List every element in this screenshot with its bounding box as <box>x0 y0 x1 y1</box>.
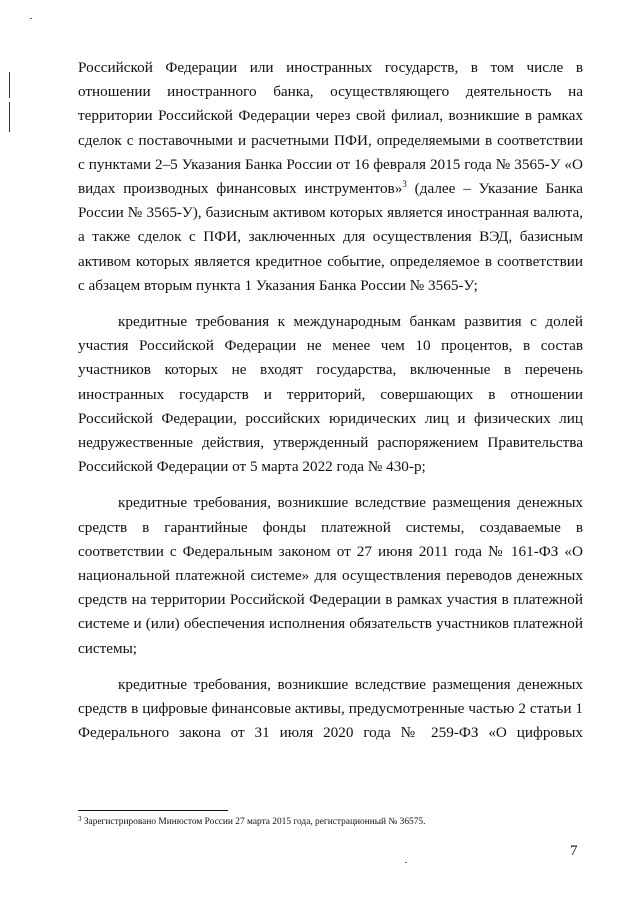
paragraph-guarantee-funds: кредитные требования, возникшие вследствие размещения денежных средств в гарантийные фонды платежной системы, создаваемые в соответствии с Федеральным законом от 27 июня 2011 года № 161-ФЗ «О национальной платежной системе» для осуществления переводов денежных средств на территории Российской Федерации в рамках участия в платежной системе и (или) обеспечения исполнения обязательств участников платежной системы; <box>78 494 583 657</box>
paragraph-development-banks: кредитные требования к международным банкам развития с долей участия Российской Федерации не менее чем 10 процентов, в состав участников которых не входят государства, включенные в перечень иностранных государств и территорий, совершающих в отношении Российской Федерации, российских юридических лиц и физических лиц недружественные действия, утвержденный распоряжением Правительства Российской Федерации от 5 марта 2022 года № 430-р; <box>78 313 583 476</box>
paragraph-continued <box>78 56 583 298</box>
footnote-mark: 3 <box>78 815 82 823</box>
paragraph-digital-assets: кредитные требования, возникшие вследствие размещения денежных средств в цифровые финансовые активы, предусмотренные частью 2 статьи 1 Федерального закона от 31 июля 2020 года № 259-ФЗ «О цифровых <box>78 675 583 742</box>
footnote-text: Зарегистрировано Минюстом России 27 марта 2015 года, регистрационный № 36575. <box>81 817 426 827</box>
margin-mark <box>9 72 10 98</box>
page-number: 7 <box>570 843 578 859</box>
paragraph-text-after: (далее – Указание Банка России № 3565-У), базисным активом которых является иностранная валюта, а также сделок с ПФИ, заключенных для осуществления ВЭД, базисным активом которых является кредитное событие, определяемое в соответствии с абзацем вторым пункта 1 Указания Банка России № 3565-У; <box>78 180 583 294</box>
body-text <box>78 56 583 745</box>
margin-mark <box>9 102 10 132</box>
paragraph-text: Российской Федерации или иностранных государств, в том числе в отношении иностранного банка, осуществляющего деятельность на территории Российской Федерации через свой филиал, возникшие в рамках сделок с поставочными и расчетными ПФИ, определяемыми в соответствии с пунктами 2–5 Указания Банка России от 16 февраля 2015 года № 3565-У «О видах производных финансовых инструментов» <box>78 59 583 198</box>
scan-speck <box>30 18 32 19</box>
footnote <box>78 816 583 828</box>
footnote-reference: 3 <box>402 179 407 190</box>
scan-speck <box>405 862 407 863</box>
footnote-separator <box>78 810 228 811</box>
